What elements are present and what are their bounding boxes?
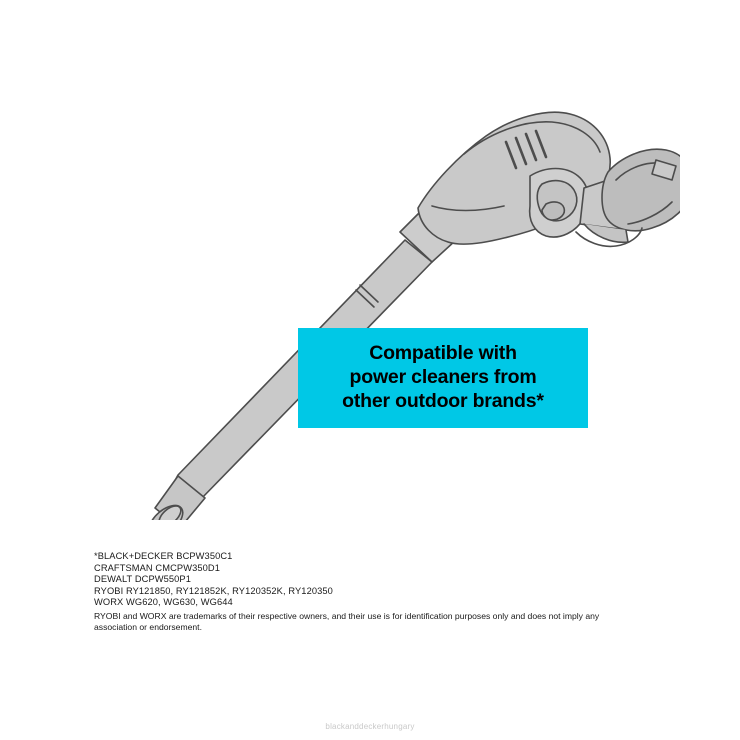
footnote-block [94, 551, 654, 633]
callout-line-1: Compatible with [369, 342, 517, 364]
site-watermark: blackanddeckerhungary [325, 722, 415, 731]
footnote-model-4: RYOBI RY121850, RY121852K, RY120352K, RY120350 [94, 585, 333, 596]
product-illustration [60, 80, 680, 520]
callout-line-2: power cleaners from [349, 366, 537, 388]
footnote-trademark-disclaimer: RYOBI and WORX are trademarks of their respective owners, and their use is for identification purposes only and does not imply any association or endorsement. [94, 610, 600, 633]
footnote-model-3: DEWALT DCPW550P1 [94, 574, 192, 585]
callout-line-3: other outdoor brands* [342, 390, 544, 412]
footnote-model-2: CRAFTSMAN CMCPW350D1 [94, 562, 220, 573]
footnote-model-5: WORX WG620, WG630, WG644 [94, 597, 233, 608]
footnote-model-1: *BLACK+DECKER BCPW350C1 [94, 551, 233, 561]
compatibility-callout-banner [298, 328, 588, 428]
